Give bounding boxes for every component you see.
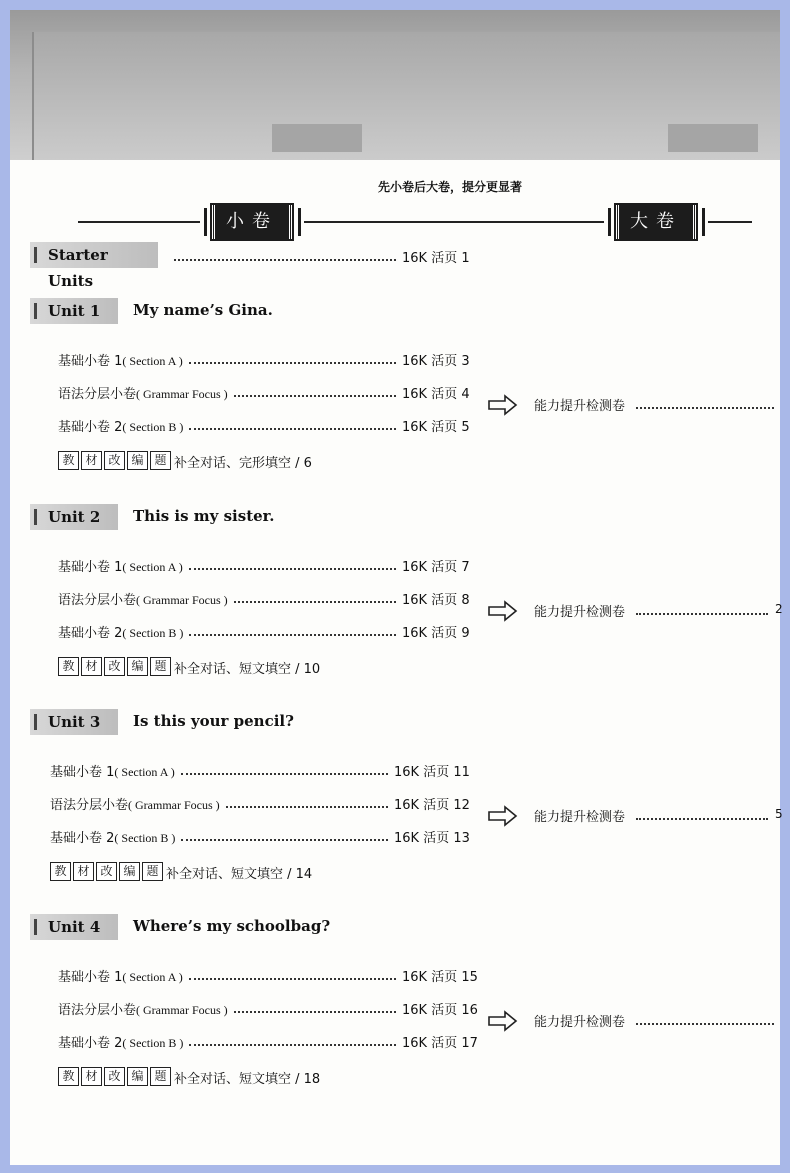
row-label-en: ( Section A ) [122,560,183,574]
starter-units-tag: Starter Units [30,242,158,268]
row-label-en: ( Grammar Focus ) [128,798,220,812]
badge-char: 材 [81,451,102,470]
page-ref: 16K 活页 15 [402,970,478,985]
badge-char: 材 [73,862,94,881]
unit-title: Where’s my schoolbag? [133,917,331,935]
leader-dots [636,613,768,615]
badge-char: 题 [150,1067,171,1086]
badge-char: 编 [127,657,148,676]
row-label-en: ( Section A ) [122,970,183,984]
row-label-cn: 语法分层小卷 [58,593,137,608]
big-section-label: 大卷 [616,205,696,239]
arrow-right-icon [488,601,518,621]
extra-exercise[interactable]: 补全对话、短文填空 / 10 [174,662,321,677]
unit-title: My name’s Gina. [133,301,273,319]
row-label-en: ( Section A ) [114,765,175,779]
badge-char: 编 [127,451,148,470]
row-label-cn: 基础小卷 1 [58,560,123,575]
badge-char: 编 [127,1067,148,1086]
row-label-cn: 语法分层小卷 [58,1003,137,1018]
leader-dots [174,259,396,261]
row-label-cn: 基础小卷 2 [58,420,123,435]
header-band [10,10,780,160]
row-label-cn: 基础小卷 2 [58,626,123,641]
row-label-en: ( Section B ) [122,1036,184,1050]
practice-row-label[interactable] [58,1032,183,1051]
practice-row-label[interactable] [58,966,183,985]
badge-char: 改 [104,451,125,470]
unit-title: This is my sister. [133,507,275,525]
ability-test-label[interactable]: 能力提升检测卷 [534,810,626,825]
practice-row-label[interactable] [58,999,228,1018]
badge-char: 教 [58,1067,79,1086]
page-ref: 16K 活页 8 [402,593,470,608]
leader-dots [636,407,774,409]
row-label-cn: 语法分层小卷 [50,798,129,813]
page-ref: 16K 活页 7 [402,560,470,575]
page-ref: 16K 活页 16 [402,1003,478,1018]
leader-dots [189,978,396,980]
page-ref: 16K 活页 3 [402,354,470,369]
practice-row-label[interactable] [58,350,183,369]
badge-char: 教 [58,657,79,676]
badge-char: 改 [96,862,117,881]
row-label-cn: 语法分层小卷 [58,387,137,402]
textbook-adapted-badge [50,862,163,881]
extra-exercise[interactable]: 补全对话、短文填空 / 18 [174,1072,321,1087]
leader-dots [181,773,388,775]
unit-tag: Unit 4 [30,914,118,940]
unit-tag: Unit 3 [30,709,118,735]
page-ref: 16K 活页 5 [402,420,470,435]
leader-dots [636,1023,774,1025]
page-ref: 16K 活页 12 [394,798,470,813]
textbook-adapted-badge [58,451,171,470]
arrow-right-icon [488,1011,518,1031]
leader-dots [234,395,396,397]
unit-tag: Unit 1 [30,298,118,324]
leader-dots [189,1044,396,1046]
row-label-en: ( Section B ) [122,420,184,434]
leader-dots [189,568,396,570]
leader-dots [189,634,396,636]
arrow-right-icon [488,806,518,826]
header-faint-box [668,124,758,152]
row-label-en: ( Grammar Focus ) [136,387,228,401]
unit-title: Is this your pencil? [133,712,294,730]
big-page-ref-partial: 2 [775,602,783,616]
row-label-cn: 基础小卷 1 [58,970,123,985]
badge-char: 教 [50,862,71,881]
row-label-en: ( Section B ) [122,626,184,640]
page-ref: 16K 活页 13 [394,831,470,846]
practice-row-label[interactable] [50,761,175,780]
big-section-header [570,205,780,239]
practice-row-label[interactable] [50,794,220,813]
row-label-en: ( Grammar Focus ) [136,1003,228,1017]
ability-test-label[interactable]: 能力提升检测卷 [534,1015,626,1030]
badge-char: 材 [81,1067,102,1086]
practice-row-label[interactable] [58,416,183,435]
header-faint-box [272,124,362,152]
practice-row-label[interactable] [50,827,175,846]
tagline: 先小卷后大卷，提分更显著 [378,180,523,194]
row-label-cn: 基础小卷 2 [50,831,115,846]
starter-page-ref: 16K 活页 1 [402,251,470,266]
badge-char: 改 [104,1067,125,1086]
row-label-cn: 基础小卷 1 [50,765,115,780]
leader-dots [189,428,396,430]
page-ref: 16K 活页 17 [402,1036,478,1051]
badge-char: 编 [119,862,140,881]
ability-test-label[interactable]: 能力提升检测卷 [534,399,626,414]
extra-exercise[interactable]: 补全对话、短文填空 / 14 [166,867,313,882]
small-section-header [10,205,610,239]
row-label-cn: 基础小卷 2 [58,1036,123,1051]
page-ref: 16K 活页 4 [402,387,470,402]
practice-row-label[interactable] [58,589,228,608]
extra-exercise[interactable]: 补全对话、完形填空 / 6 [174,456,312,471]
practice-row-label[interactable] [58,556,183,575]
big-page-ref-partial: 5 [775,807,783,821]
badge-char: 教 [58,451,79,470]
unit-tag: Unit 2 [30,504,118,530]
page-ref: 16K 活页 11 [394,765,470,780]
textbook-adapted-badge [58,1067,171,1086]
textbook-adapted-badge [58,657,171,676]
small-section-label: 小卷 [212,205,292,239]
leader-dots [234,601,396,603]
leader-dots [189,362,396,364]
leader-dots [234,1011,396,1013]
leader-dots [181,839,388,841]
toc-page [10,10,783,1165]
badge-char: 题 [142,862,163,881]
practice-row-label[interactable] [58,383,228,402]
row-label-en: ( Grammar Focus ) [136,593,228,607]
leader-dots [636,818,768,820]
badge-char: 材 [81,657,102,676]
row-label-cn: 基础小卷 1 [58,354,123,369]
leader-dots [226,806,388,808]
page-ref: 16K 活页 9 [402,626,470,641]
row-label-en: ( Section B ) [114,831,176,845]
arrow-right-icon [488,395,518,415]
row-label-en: ( Section A ) [122,354,183,368]
practice-row-label[interactable] [58,622,183,641]
badge-char: 改 [104,657,125,676]
ability-test-label[interactable]: 能力提升检测卷 [534,605,626,620]
badge-char: 题 [150,451,171,470]
badge-char: 题 [150,657,171,676]
